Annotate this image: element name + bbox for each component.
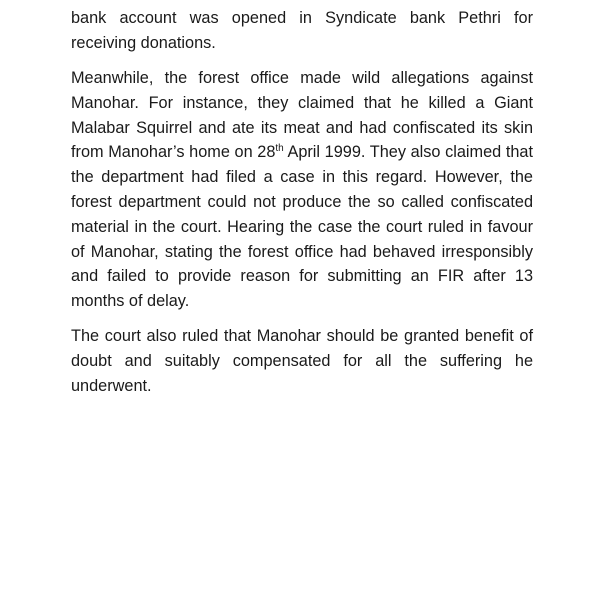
paragraph-2-text-end: April 1999. They also claimed that the department had filed a case in this regard. However, the forest department could not produce the so called confiscated material in the court. Hearing the case the court ruled in favour of Manohar, stating the forest office had behaved irresponsibly and failed to provide reason for submitting an FIR after 13 months of delay. (71, 143, 533, 311)
paragraph-3-text: The court also ruled that Manohar should be granted benefit of doubt and suitably compensated for all the suffering he underwent. (71, 327, 533, 395)
paragraph-3 (71, 324, 533, 398)
paragraph-2 (71, 66, 533, 314)
paragraph-1-text: bank account was opened in Syndicate bank Pethri for receiving donations. (71, 8, 533, 52)
paragraph-1 (71, 0, 533, 55)
date-ordinal-superscript: th (275, 143, 284, 155)
paragraph-2-text-start: Meanwhile, the forest office made wild allegations against Manohar. For instance, they claimed that he killed a Giant Malabar Squirrel and ate its meat and had confiscated its skin from Manohar’s home on 28 (71, 69, 533, 162)
